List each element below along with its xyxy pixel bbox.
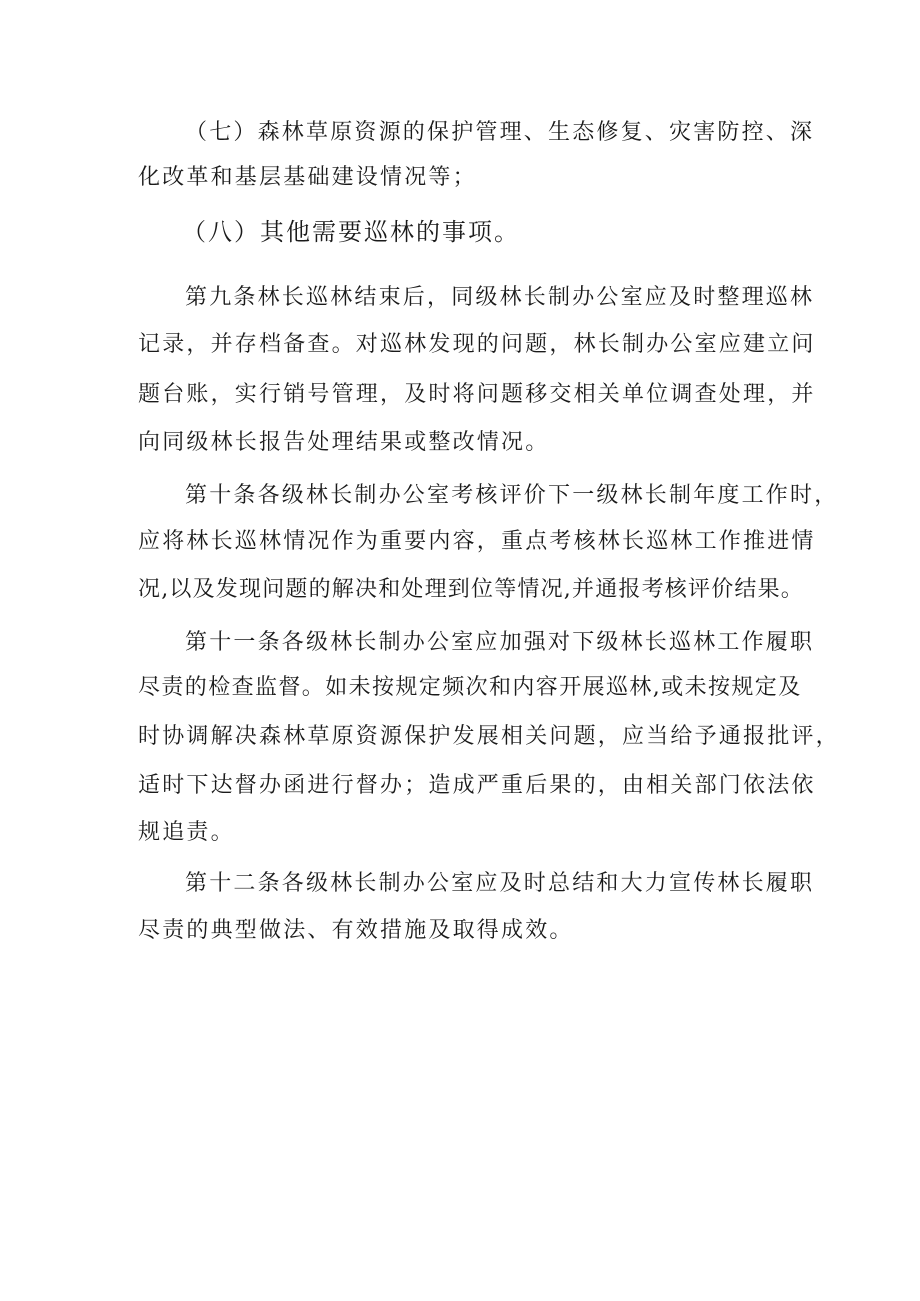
text-line: 时协调解决森林草原资源保护发展相关问题，应当给予通报批评， bbox=[138, 724, 840, 749]
text-line: 记录，并存档备查。对巡林发现的问题，林长制办公室应建立问 bbox=[138, 332, 816, 357]
text-line: 况,以及发现问题的解决和处理到位等情况,并通报考核评价结果。 bbox=[138, 577, 804, 602]
text-line: 应将林长巡林情况作为重要内容，重点考核林长巡林工作推进情 bbox=[138, 529, 816, 554]
text-line: 规追责。 bbox=[138, 820, 235, 845]
text-line: 第十一条各级林长制办公室应加强对下级林长巡林工作履职 bbox=[185, 630, 815, 655]
text-line: （七）森林草原资源的保护管理、生态修复、灾害防控、深 bbox=[185, 120, 815, 145]
text-line: 化改革和基层基础建设情况等； bbox=[138, 165, 477, 190]
text-line: （八）其他需要巡林的事项。 bbox=[182, 218, 520, 246]
text-line: 尽责的检查监督。如未按规定频次和内容开展巡林,或未按规定及 bbox=[138, 675, 802, 700]
text-line: 第十二条各级林长制办公室应及时总结和大力宣传林长履职 bbox=[185, 871, 815, 896]
text-line: 题台账，实行销号管理，及时将问题移交相关单位调查处理，并 bbox=[138, 382, 816, 407]
text-line: 尽责的典型做法、有效措施及取得成效。 bbox=[138, 918, 574, 943]
text-line: 第十条各级林长制办公室考核评价下一级林长制年度工作时， bbox=[185, 483, 839, 508]
text-line: 第九条林长巡林结束后，同级林长制办公室应及时整理巡林 bbox=[185, 285, 815, 310]
text-line: 向同级林长报告处理结果或整改情况。 bbox=[138, 430, 550, 455]
text-line: 适时下达督办函进行督办；造成严重后果的，由相关部门依法依 bbox=[138, 773, 816, 798]
